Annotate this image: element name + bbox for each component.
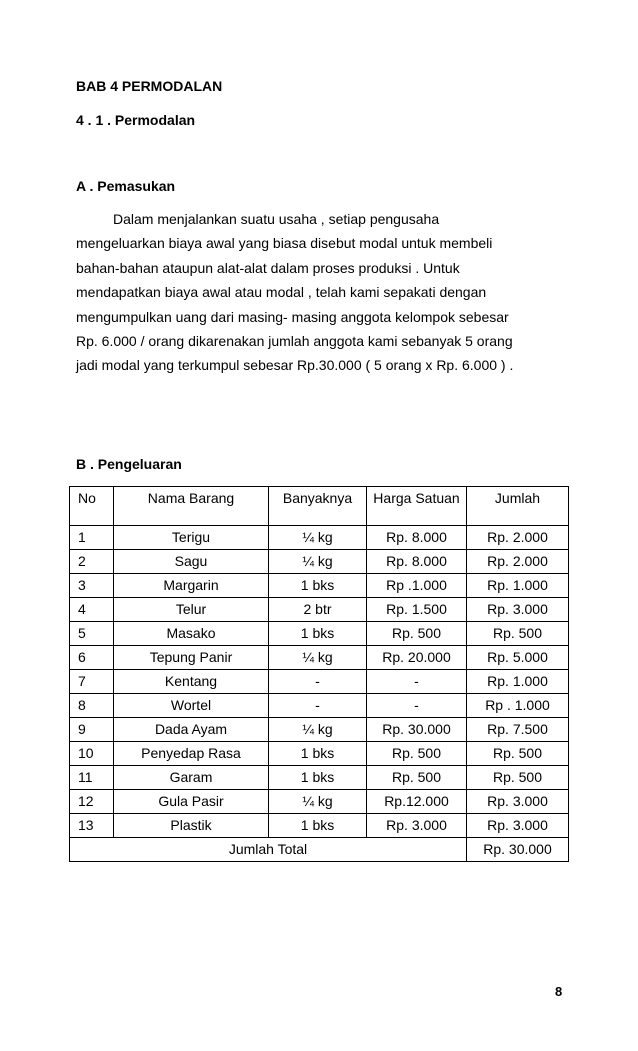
paragraph-line: mengeluarkan biaya awal yang biasa disebut modal untuk membeli [76,235,493,252]
cell-item-name: Telur [114,598,269,622]
cell-unit-price: Rp. 8.000 [367,526,467,550]
paragraph-line: Dalam menjalankan suatu usaha , setiap pengusaha [113,211,440,227]
cell-item-name: Plastik [114,814,269,838]
column-header-amount: Jumlah [467,487,569,526]
cell-no: 4 [70,598,114,622]
cell-no: 12 [70,790,114,814]
cell-quantity: - [269,670,367,694]
cell-item-name: Margarin [114,574,269,598]
cell-unit-price: - [367,694,467,718]
cell-unit-price: Rp. 30.000 [367,718,467,742]
table-row [70,526,569,550]
cell-quantity: 2 btr [269,598,367,622]
cell-amount: Rp. 1.000 [467,574,569,598]
cell-quantity: 1 bks [269,622,367,646]
cell-quantity: ¼ kg [269,550,367,574]
cell-no: 8 [70,694,114,718]
cell-no: 11 [70,766,114,790]
table-row [70,550,569,574]
page-number: 8 [555,984,563,999]
table-row [70,598,569,622]
table-row [70,694,569,718]
cell-amount: Rp. 3.000 [467,814,569,838]
table-header-row [70,487,569,526]
cell-item-name: Garam [114,766,269,790]
cell-amount: Rp. 1.000 [467,670,569,694]
cell-item-name: Dada Ayam [114,718,269,742]
table-row [70,622,569,646]
column-header-item: Nama Barang [114,487,269,526]
cell-item-name: Kentang [114,670,269,694]
cell-quantity: 1 bks [269,766,367,790]
cell-unit-price: Rp. 20.000 [367,646,467,670]
total-value: Rp. 30.000 [467,838,569,862]
paragraph-line: bahan-bahan ataupun alat-alat dalam proses produksi . Untuk [76,259,460,276]
cell-amount: Rp. 500 [467,766,569,790]
cell-item-name: Sagu [114,550,269,574]
cell-item-name: Gula Pasir [114,790,269,814]
cell-amount: Rp . 1.000 [467,694,569,718]
total-row [70,838,569,862]
total-label: Jumlah Total [70,838,467,862]
cell-quantity: ¼ kg [269,790,367,814]
paragraph-line: mengumpulkan uang dari masing- masing anggota kelompok sebesar [76,308,509,325]
cell-no: 6 [70,646,114,670]
cell-amount: Rp. 3.000 [467,790,569,814]
paragraph-line: mendapatkan biaya awal atau modal , telah kami sepakati dengan [76,284,487,301]
cell-item-name: Terigu [114,526,269,550]
cell-item-name: Masako [114,622,269,646]
section-title: 4 . 1 . Permodalan [76,112,196,128]
table-row [70,766,569,790]
cell-no: 3 [70,574,114,598]
table-row [70,742,569,766]
cell-unit-price: Rp. 500 [367,766,467,790]
table-row [70,670,569,694]
cell-quantity: ¼ kg [269,718,367,742]
table-row [70,718,569,742]
cell-quantity: 1 bks [269,814,367,838]
chapter-title: BAB 4 PERMODALAN [76,78,223,94]
income-heading: A . Pemasukan [76,178,176,194]
table-row [70,814,569,838]
cell-quantity: - [269,694,367,718]
table-row [70,790,569,814]
cell-no: 1 [70,526,114,550]
column-header-no: No [70,487,114,526]
cell-unit-price: Rp. 500 [367,742,467,766]
cell-quantity: 1 bks [269,574,367,598]
table-row [70,646,569,670]
cell-no: 7 [70,670,114,694]
cell-amount: Rp. 7.500 [467,718,569,742]
cell-quantity: ¼ kg [269,646,367,670]
column-header-quantity: Banyaknya [269,487,367,526]
cell-unit-price: - [367,670,467,694]
cell-quantity: 1 bks [269,742,367,766]
cell-unit-price: Rp. 8.000 [367,550,467,574]
column-header-unit-price: Harga Satuan [367,487,467,526]
expenses-table [69,486,569,862]
cell-unit-price: Rp .1.000 [367,574,467,598]
cell-amount: Rp. 500 [467,742,569,766]
cell-no: 5 [70,622,114,646]
cell-unit-price: Rp. 500 [367,622,467,646]
cell-no: 9 [70,718,114,742]
cell-unit-price: Rp. 3.000 [367,814,467,838]
cell-item-name: Wortel [114,694,269,718]
cell-amount: Rp. 5.000 [467,646,569,670]
cell-unit-price: Rp. 1.500 [367,598,467,622]
cell-unit-price: Rp.12.000 [367,790,467,814]
cell-no: 13 [70,814,114,838]
income-paragraph [76,207,554,378]
cell-item-name: Penyedap Rasa [114,742,269,766]
paragraph-line: Rp. 6.000 / orang dikarenakan jumlah anggota kami sebanyak 5 orang [76,333,513,350]
cell-amount: Rp. 2.000 [467,526,569,550]
cell-amount: Rp. 2.000 [467,550,569,574]
paragraph-line: jadi modal yang terkumpul sebesar Rp.30.000 ( 5 orang x Rp. 6.000 ) . [76,357,514,374]
cell-no: 2 [70,550,114,574]
table-body [70,526,569,838]
expenses-heading: B . Pengeluaran [76,456,182,472]
cell-amount: Rp. 500 [467,622,569,646]
cell-no: 10 [70,742,114,766]
table-row [70,574,569,598]
cell-amount: Rp. 3.000 [467,598,569,622]
cell-item-name: Tepung Panir [114,646,269,670]
cell-quantity: ¼ kg [269,526,367,550]
